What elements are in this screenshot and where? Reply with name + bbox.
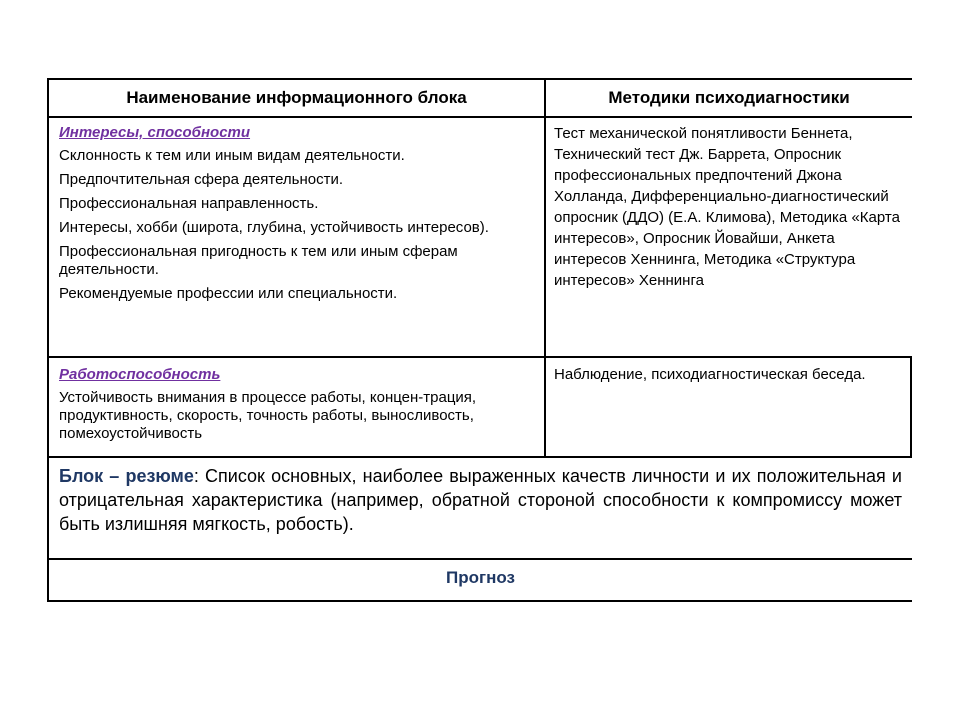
- table-row-interests: [49, 116, 912, 358]
- header-cell-block-name: [49, 80, 544, 116]
- summary-row: [49, 456, 912, 560]
- summary-text: [59, 464, 902, 536]
- info-blocks-table: [47, 78, 912, 602]
- block-item: Устойчивость внимания в процессе работы, концен-трация, продуктивность, скорость, точность работы, выносливость, помехоустойчивость: [59, 389, 477, 442]
- methods-text-workability: Наблюдение, психодиагностическая беседа.: [554, 366, 866, 383]
- block-item: Склонность к тем или иным видам деятельности.: [59, 147, 405, 164]
- table-header-row: [49, 80, 912, 118]
- prognosis-label: Прогноз: [446, 568, 515, 587]
- methods-cell-interests: [544, 116, 912, 356]
- block-item: Профессиональная направленность.: [59, 195, 319, 212]
- block-item: Интересы, хобби (широта, глубина, устойчивость интересов).: [59, 219, 489, 236]
- methods-text-interests: Тест механической понятливости Беннета, Технический тест Дж. Баррета, Опросник профессиональных предпочтений Джона Холланда, Дифференциально-диагностический опросник (ДДО) (Е.А. Климова), Методика «Карта интересов», Опросник Йовайши, Анкета интересов Хеннинга, Методика «Структура интересов» Хеннинга: [554, 125, 900, 289]
- block-title-interests: Интересы, способности: [59, 124, 251, 141]
- header-cell-methods: [544, 80, 912, 116]
- table-row-workability: [49, 358, 912, 456]
- block-item: Рекомендуемые профессии или специальности.: [59, 285, 398, 302]
- block-cell-workability: [49, 358, 544, 456]
- block-title-workability: Работоспособность: [59, 366, 221, 383]
- summary-label: Блок – резюме: [59, 466, 194, 486]
- methods-cell-workability: [544, 358, 912, 456]
- header-label-methods: Методики психодиагностики: [608, 88, 850, 107]
- block-item: Профессиональная пригодность к тем или иным сферам деятельности.: [59, 243, 458, 278]
- prognosis-row: [49, 558, 912, 602]
- header-label-block-name: Наименование информационного блока: [126, 88, 467, 107]
- block-cell-interests: [49, 116, 544, 356]
- block-item: Предпочтительная сфера деятельности.: [59, 171, 344, 188]
- summary-body: : Список основных, наиболее выраженных качеств личности и их положительная и отрицательная характеристика (например, обратной стороной способности к компромиссу может быть излишняя мягкость, робость).: [59, 466, 902, 534]
